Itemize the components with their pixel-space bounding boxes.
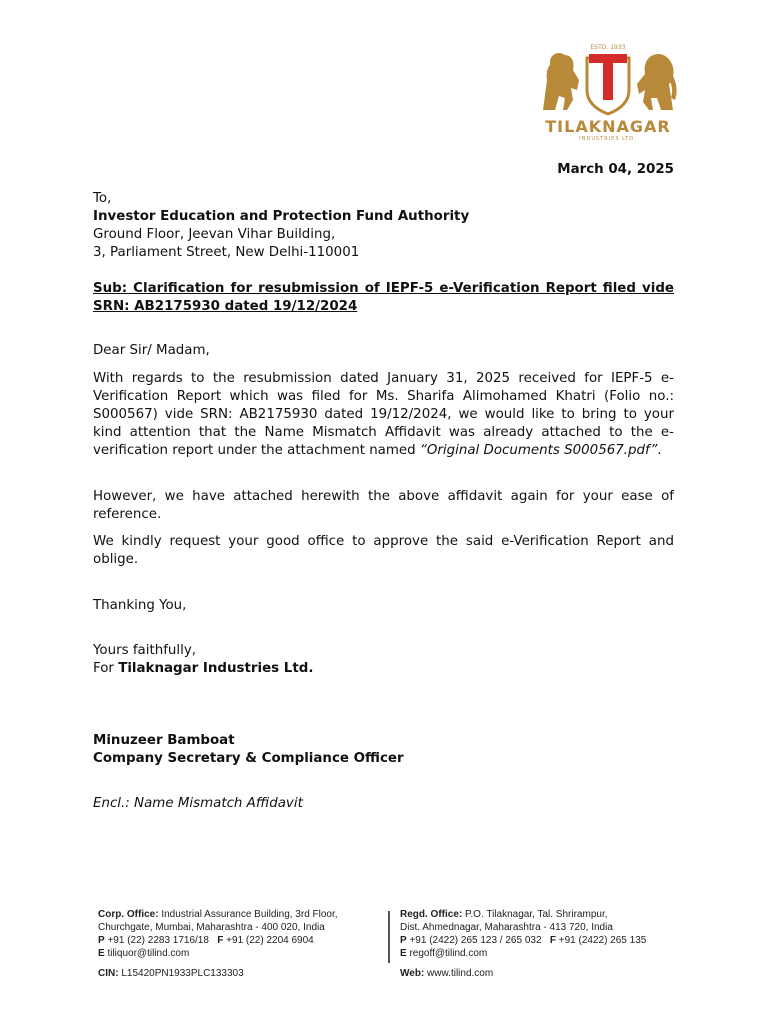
attachment-name: “Original Documents S000567.pdf” [419, 443, 658, 458]
cin-line [98, 967, 244, 980]
body-paragraph-2: However, we have attached herewith the above affidavit again for your ease of reference. [93, 489, 674, 522]
enclosure-note: Encl.: Name Mismatch Affidavit [93, 796, 303, 811]
subject-line: Sub: Clarification for resubmission of IEPF-5 e-Verification Report filed vide SRN: AB2175930 dated 19/12/2024 [93, 281, 674, 314]
closing-block [93, 642, 313, 678]
corp-address-1: Industrial Assurance Building, 3rd Floor, [161, 909, 338, 920]
thanks-line: Thanking You, [93, 598, 187, 613]
web-link[interactable]: www.tilind.com [427, 968, 494, 979]
signer-name: Minuzeer Bamboat [93, 733, 235, 748]
letter-date: March 04, 2025 [557, 162, 674, 177]
signer-title: Company Secretary & Compliance Officer [93, 751, 404, 766]
web-line [400, 967, 493, 980]
address-line-1: Ground Floor, Jeevan Vihar Building, [93, 227, 336, 242]
brand-name: TILAKNAGAR [545, 117, 671, 136]
recipient-org: Investor Education and Protection Fund Authority [93, 209, 470, 224]
footer-divider [388, 911, 390, 963]
regd-address-2: Dist. Ahmednagar, Maharashtra - 413 720, India [400, 922, 613, 933]
signatory [93, 732, 404, 768]
address-line-2: 3, Parliament Street, New Delhi-110001 [93, 245, 360, 260]
company-logo [537, 40, 679, 144]
regd-fax-label: F [549, 935, 556, 946]
regd-email-label: E [400, 948, 407, 959]
for-prefix: For [93, 661, 119, 676]
regd-phone: +91 (2422) 265 123 / 265 032 [409, 935, 542, 946]
regd-office-block [400, 908, 680, 960]
letterhead-footer [98, 908, 678, 982]
regd-fax: +91 (2422) 265 135 [558, 935, 647, 946]
corp-address-2: Churchgate, Mumbai, Maharashtra - 400 020, India [98, 922, 325, 933]
for-company [93, 660, 313, 678]
corp-email: tiliquor@tilind.com [107, 948, 190, 959]
logo-emblem-icon [537, 40, 679, 118]
cin-number: L15420PN1933PLC133303 [121, 968, 244, 979]
body-paragraph-3: We kindly request your good office to approve the said e-Verification Report and oblige. [93, 534, 674, 567]
regd-address-1: P.O. Tilaknagar, Tal. Shrirampur, [465, 909, 608, 920]
cin-label: CIN: [98, 968, 119, 979]
corp-fax-label: F [217, 935, 224, 946]
brand-subtitle: INDUSTRIES LTD. [579, 136, 637, 142]
body-paragraph-1 [93, 370, 674, 460]
corp-fax: +91 (22) 2204 6904 [226, 935, 314, 946]
address-to: To, [93, 191, 112, 206]
paragraph-1-text: With regards to the resubmission dated January 31, 2025 received for IEPF-5 e-Verification Report which was filed for Ms. Sharifa Alimohamed Khatri (Folio no.: S000567) vide SRN: AB2175930 dated 19/12/2024, we would like to bring to your kind attention that the Name Mismatch Affidavit was already attached to the e-verification report under the attachment named [93, 371, 674, 458]
salutation: Dear Sir/ Madam, [93, 343, 210, 358]
corp-phone: +91 (22) 2283 1716/18 [107, 935, 209, 946]
corp-office-block [98, 908, 380, 960]
web-label: Web: [400, 968, 425, 979]
regd-office-label: Regd. Office: [400, 909, 463, 920]
regd-phone-label: P [400, 935, 407, 946]
elephant-icon [637, 54, 677, 110]
company-name: Tilaknagar Industries Ltd. [118, 661, 314, 676]
svg-text:ESTD. 1933: ESTD. 1933 [590, 44, 626, 51]
lion-icon [543, 53, 579, 110]
yours-faithfully: Yours faithfully, [93, 643, 197, 658]
recipient-address [93, 190, 675, 262]
paragraph-1-end: . [657, 443, 662, 458]
regd-email: regoff@tilind.com [409, 948, 488, 959]
corp-phone-label: P [98, 935, 105, 946]
corp-email-label: E [98, 948, 105, 959]
corp-office-label: Corp. Office: [98, 909, 159, 920]
